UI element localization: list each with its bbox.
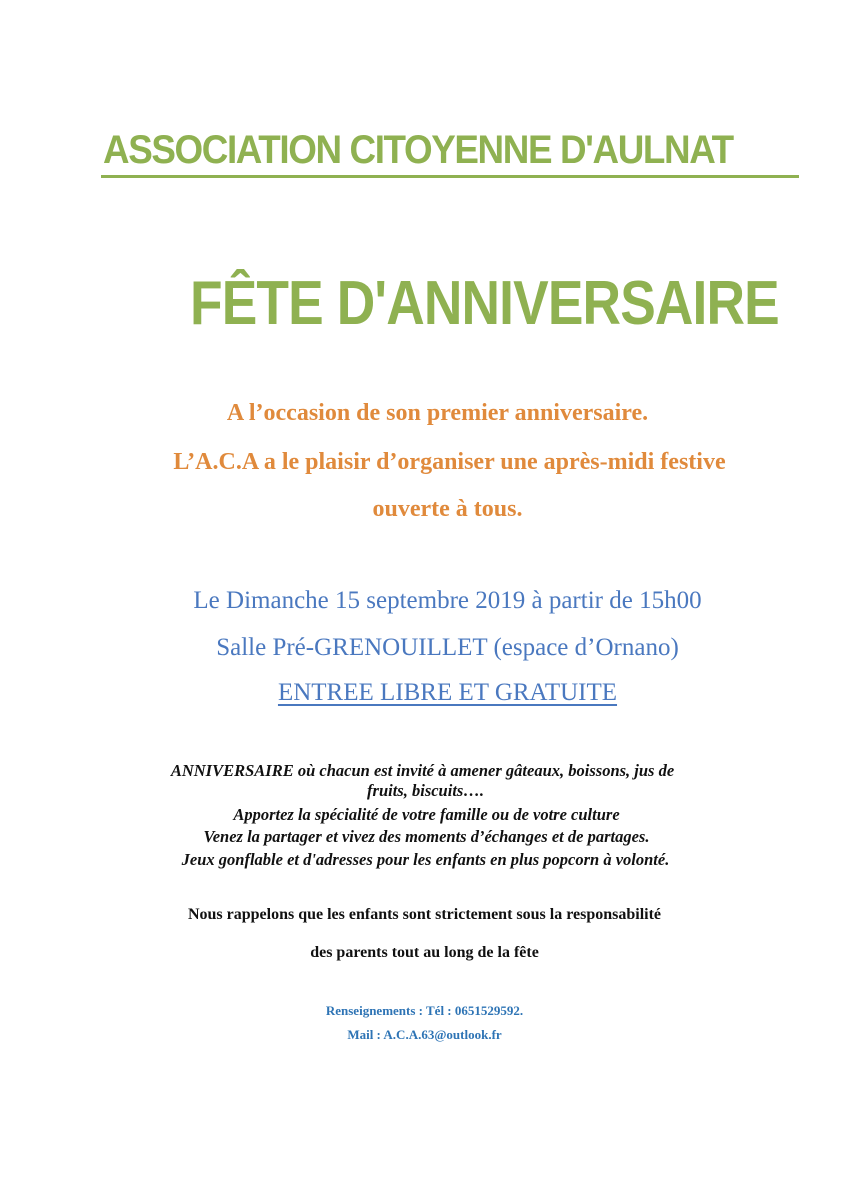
event-date: Le Dimanche 15 septembre 2019 à partir de 15h00 bbox=[193, 587, 702, 614]
description-line-4: Venez la partager et vivez des moments d’échanges et de partages. bbox=[203, 827, 650, 846]
intro-line-1: A l’occasion de son premier anniversaire. bbox=[226, 400, 649, 426]
description-line-5: Jeux gonflable et d'adresses pour les enfants en plus popcorn à volonté. bbox=[181, 850, 670, 869]
description-line-3: Apportez la spécialité de votre famille ou de votre culture bbox=[233, 805, 620, 824]
intro-line-3: ouverte à tous. bbox=[372, 496, 523, 522]
description-line-2: fruits, biscuits…. bbox=[367, 781, 484, 800]
notice-line-2: des parents tout au long de la fête bbox=[310, 944, 539, 961]
description-line-1: ANNIVERSAIRE où chacun est invité à amener gâteaux, boissons, jus de bbox=[170, 761, 675, 780]
organization-title-underline bbox=[101, 175, 799, 178]
intro-line-2: L’A.C.A a le plaisir d’organiser une après-midi festive bbox=[173, 449, 726, 475]
notice-line-1: Nous rappelons que les enfants sont strictement sous la responsabilité bbox=[187, 906, 662, 923]
contact-phone: Renseignements : Tél : 0651529592. bbox=[325, 1003, 524, 1018]
admission-text: ENTREE LIBRE ET GRATUITE bbox=[277, 679, 618, 706]
contact-mail: Mail : A.C.A.63@outlook.fr bbox=[347, 1027, 502, 1042]
admission-wrapper bbox=[0, 677, 849, 709]
organization-title: ASSOCIATION CITOYENNE D'AULNAT bbox=[103, 128, 733, 172]
event-venue: Salle Pré-GRENOUILLET (espace d’Ornano) bbox=[216, 634, 679, 661]
event-title: FÊTE D'ANNIVERSAIRE bbox=[190, 269, 779, 338]
